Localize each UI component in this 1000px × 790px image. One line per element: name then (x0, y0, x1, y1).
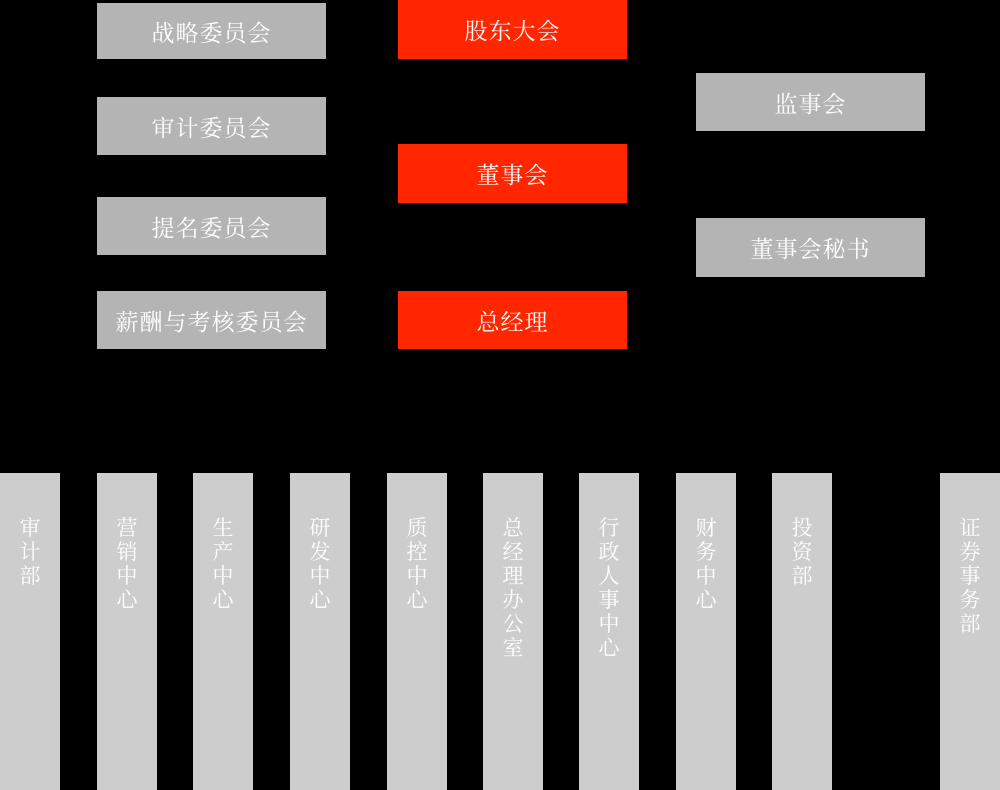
node-dept-securities-affairs (940, 473, 1000, 790)
node-label: 财务中心 (695, 517, 717, 612)
node-label: 股东大会 (464, 18, 561, 44)
node-label: 董事会秘书 (750, 236, 871, 262)
node-strategy-committee (97, 3, 326, 59)
node-audit-committee (97, 97, 326, 155)
node-label: 研发中心 (309, 517, 331, 612)
node-dept-investment (772, 473, 832, 790)
node-dept-admin-hr-center (579, 473, 639, 790)
node-dept-quality-control-center (387, 473, 447, 790)
node-label: 审计委员会 (151, 114, 272, 141)
node-label: 质控中心 (406, 517, 428, 612)
node-label: 董事会 (476, 162, 549, 188)
node-general-manager (398, 291, 627, 349)
node-label: 审计部 (19, 517, 41, 588)
node-label: 提名委员会 (151, 214, 272, 241)
node-board-secretary (696, 218, 925, 277)
node-label: 总经理办公室 (502, 517, 524, 660)
node-label: 薪酬与考核委员会 (115, 308, 308, 335)
node-supervisory-board (696, 73, 925, 131)
node-compensation-assessment-committee (97, 291, 326, 349)
node-label: 营销中心 (116, 517, 138, 612)
node-label: 总经理 (476, 308, 549, 335)
node-label: 证券事务部 (959, 517, 981, 636)
node-dept-marketing-center (97, 473, 157, 790)
node-board-of-directors (398, 144, 627, 203)
node-dept-production-center (193, 473, 253, 790)
node-dept-finance-center (676, 473, 736, 790)
node-shareholders-meeting (398, 0, 627, 59)
node-label: 投资部 (791, 517, 813, 588)
node-dept-rnd-center (290, 473, 350, 790)
node-nomination-committee (97, 197, 326, 255)
node-dept-gm-office (483, 473, 543, 790)
node-label: 行政人事中心 (598, 517, 620, 660)
node-label: 生产中心 (212, 517, 234, 612)
node-dept-audit (0, 473, 60, 790)
node-label: 战略委员会 (151, 19, 272, 46)
node-label: 监事会 (774, 90, 847, 117)
